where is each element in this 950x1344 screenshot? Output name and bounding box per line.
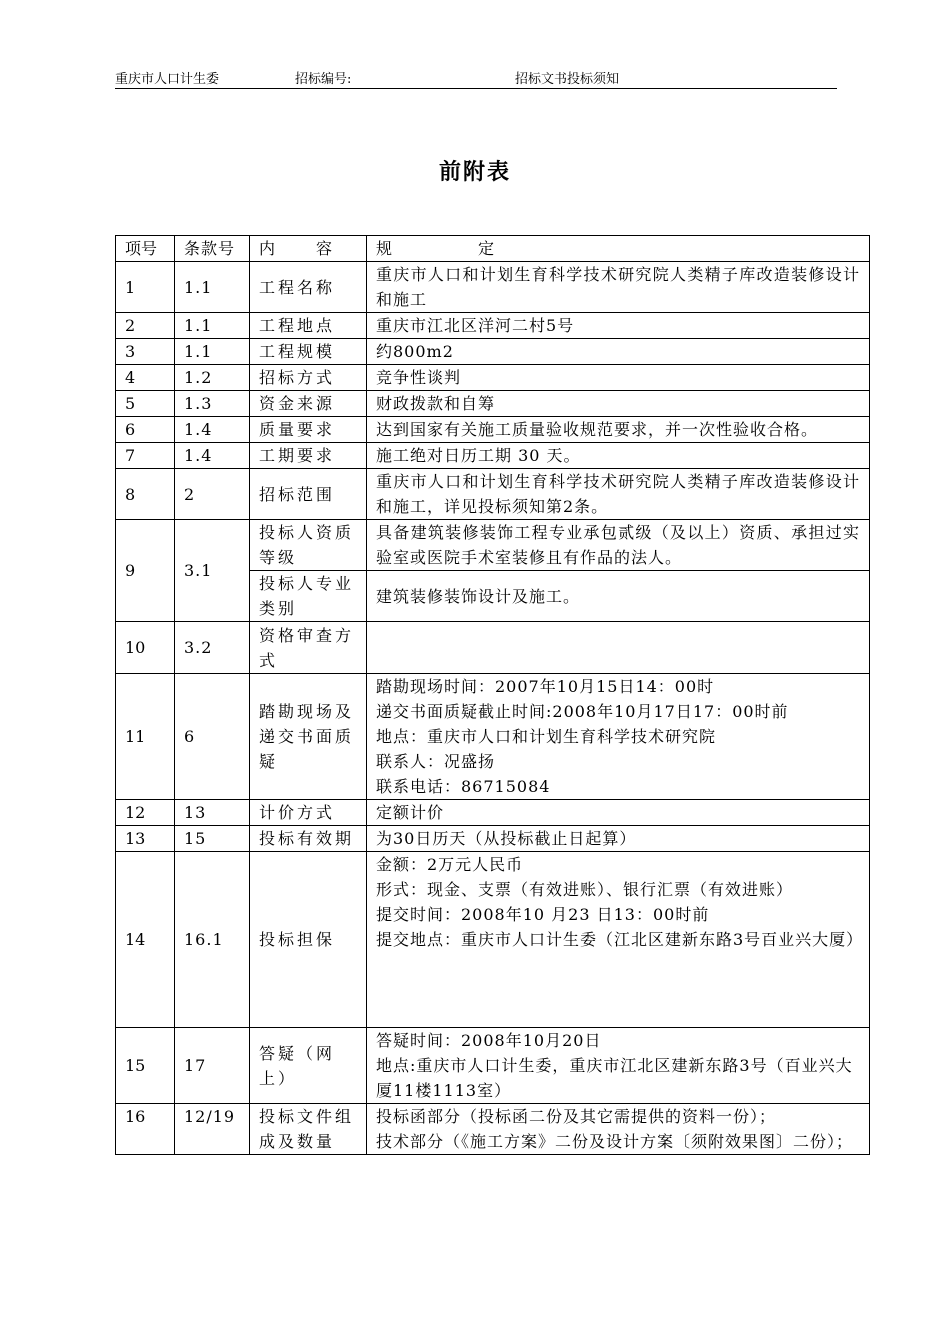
row-item: 计价方式 [250,800,367,826]
row-item: 答疑（网上） [250,1028,367,1104]
row-clause: 16.1 [175,852,250,1028]
row-no: 13 [116,826,175,852]
provision-line: 技术部分（《施工方案》二份及设计方案〔须附效果图〕二份）； [376,1132,854,1151]
row-no: 4 [116,365,175,391]
row-clause: 3.2 [175,622,250,674]
row-provision: 建筑装修装饰设计及施工。 [367,571,870,622]
row-item: 资金来源 [250,391,367,417]
page-title: 前附表 [438,159,511,185]
row-clause: 6 [175,674,250,800]
row-clause: 1.1 [175,339,250,365]
row-clause: 17 [175,1028,250,1104]
table-row [116,469,870,520]
row-item: 招标范围 [250,469,367,520]
provision-line: 踏勘现场时间：2007年10月15日14：00时 [376,677,715,696]
row-no: 10 [116,622,175,674]
table-row [116,365,870,391]
row-no: 7 [116,443,175,469]
header-document-title: 招标文书投标须知 [515,72,620,87]
row-no: 2 [116,313,175,339]
col-header-no: 项号 [116,236,175,262]
table-row [116,852,870,1028]
row-no: 9 [116,520,175,622]
row-item: 投标人专业类别 [250,571,367,622]
table-row [116,417,870,443]
row-no: 16 [116,1104,175,1155]
row-clause: 1.4 [175,417,250,443]
row-no: 14 [116,852,175,1028]
row-clause: 1.4 [175,443,250,469]
row-no: 15 [116,1028,175,1104]
row-no: 8 [116,469,175,520]
row-item: 质量要求 [250,417,367,443]
provision-line: 金额：2万元人民币 [376,855,524,874]
table-row [116,800,870,826]
row-provision: 重庆市人口和计划生育科学技术研究院人类精子库改造装修设计和施工 [367,262,870,313]
provision-line: 答疑时间：2008年10月20日 [376,1031,602,1050]
row-clause: 1.2 [175,365,250,391]
table-row [116,313,870,339]
provision-line: 提交地点：重庆市人口计生委（江北区建新东路3号百业兴大厦） [376,930,864,949]
appendix-table [115,235,870,1155]
row-clause: 15 [175,826,250,852]
col-header-item: 内 容 [250,236,367,262]
row-provision [367,674,870,800]
col-header-provision: 规 定 [367,236,870,262]
col-header-clause: 条款号 [175,236,250,262]
row-item: 工程名称 [250,262,367,313]
row-item: 资格审查方式 [250,622,367,674]
row-clause: 1.1 [175,262,250,313]
provision-line: 地点:重庆市人口计生委，重庆市江北区建新东路3号（百业兴大厦11楼1113室） [376,1056,853,1100]
row-provision: 定额计价 [367,800,870,826]
row-clause: 12/19 [175,1104,250,1155]
row-item: 工期要求 [250,443,367,469]
row-no: 11 [116,674,175,800]
table-row [116,1104,870,1155]
provision-line: 投标函部分（投标函二份及其它需提供的资料一份）； [376,1107,777,1126]
provision-line: 地点：重庆市人口和计划生育科学技术研究院 [376,727,717,746]
row-item: 投标人资质等级 [250,520,367,571]
row-no: 5 [116,391,175,417]
row-provision [367,852,870,1028]
row-provision: 约800m2 [367,339,870,365]
provision-line: 形式：现金、支票（有效进账）、银行汇票（有效进账） [376,880,794,899]
row-provision: 竞争性谈判 [367,365,870,391]
row-clause: 1.3 [175,391,250,417]
row-no: 6 [116,417,175,443]
provision-line: 提交时间：2008年10 月23 日13：00时前 [376,905,710,924]
row-provision: 施工绝对日历工期 30 天。 [367,443,870,469]
table-row [116,622,870,674]
row-provision: 重庆市江北区洋河二村5号 [367,313,870,339]
provision-line: 递交书面质疑截止时间:2008年10月17日17：00时前 [376,702,789,721]
row-clause: 1.1 [175,313,250,339]
row-item: 踏勘现场及递交书面质疑 [250,674,367,800]
row-provision: 达到国家有关施工质量验收规范要求，并一次性验收合格。 [367,417,870,443]
row-provision [367,622,870,674]
row-item: 工程规模 [250,339,367,365]
row-clause: 2 [175,469,250,520]
table-row [116,391,870,417]
row-clause: 13 [175,800,250,826]
row-provision: 为30日历天（从投标截止日起算） [367,826,870,852]
table-row [116,674,870,800]
table-row [116,826,870,852]
page-header [115,66,837,89]
row-no: 12 [116,800,175,826]
provision-line: 联系人：况盛扬 [376,752,496,771]
row-provision: 重庆市人口和计划生育科学技术研究院人类精子库改造装修设计和施工，详见投标须知第2条。 [367,469,870,520]
row-no: 3 [116,339,175,365]
row-item: 招标方式 [250,365,367,391]
table-row [116,262,870,313]
header-organization: 重庆市人口计生委 [115,72,220,87]
table-row [116,339,870,365]
row-item: 投标有效期 [250,826,367,852]
row-item: 投标文件组成及数量 [250,1104,367,1155]
row-provision [367,1028,870,1104]
row-no: 1 [116,262,175,313]
table-row [116,1028,870,1104]
table-row [116,520,870,571]
provision-line: 联系电话：86715084 [376,777,551,796]
row-clause: 3.1 [175,520,250,622]
row-provision: 财政拨款和自筹 [367,391,870,417]
row-provision [367,1104,870,1155]
row-item: 投标担保 [250,852,367,1028]
row-provision: 具备建筑装修装饰工程专业承包贰级（及以上）资质、承担过实验室或医院手术室装修且有作品的法人。 [367,520,870,571]
header-bid-number: 招标编号: [295,72,352,87]
table-row [116,443,870,469]
row-item: 工程地点 [250,313,367,339]
table-header-row [116,236,870,262]
